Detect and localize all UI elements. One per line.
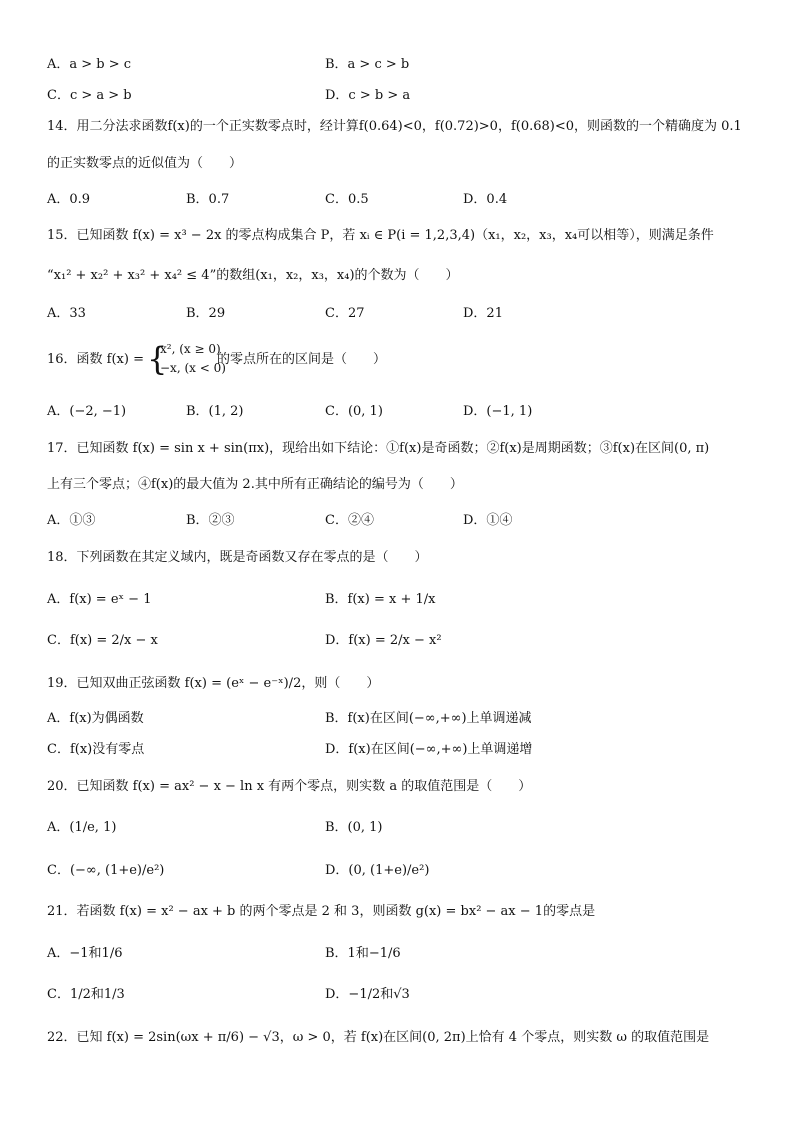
q16-stem-prefix: 16．函数 f(x) = [47, 352, 144, 367]
q16-case1: x², (x ≥ 0) [160, 342, 221, 356]
q21-stem: 21．若函数 f(x) = x² − ax + b 的两个零点是 2 和 3，则函数 g(x) = bx² − ax − 1的零点是 [47, 904, 596, 919]
q20-option-b: B．(0, 1) [325, 820, 383, 835]
q15-option-c: C．27 [325, 306, 365, 321]
q18-option-d: D．f(x) = 2/x − x² [325, 633, 442, 648]
q13-option-a: A．a > b > c [47, 57, 132, 72]
q14-option-a: A．0.9 [47, 192, 91, 207]
q18-option-c: C．f(x) = 2/x − x [47, 633, 158, 648]
q17-option-a: A．①③ [47, 513, 96, 528]
q19-option-c: C．f(x)没有零点 [47, 742, 145, 757]
q16-brace: { [147, 340, 168, 378]
q15-option-a: A．33 [47, 306, 86, 321]
q19-option-b: B．f(x)在区间(−∞,+∞)上单调递减 [325, 711, 532, 726]
q15-stem-line2: “x₁² + x₂² + x₃² + x₄² ≤ 4”的数组(x₁，x₂，x₃，x₄)的个数为（ ） [47, 268, 459, 283]
q13-option-b: B．a > c > b [325, 57, 410, 72]
q19-option-a: A．f(x)为偶函数 [47, 711, 144, 726]
q17-stem-line2: 上有三个零点；④f(x)的最大值为 2.其中所有正确结论的编号为（ ） [47, 477, 463, 492]
q22-stem: 22．已知 f(x) = 2sin(ωx + π/6) − √3，ω > 0，若 f(x)在区间(0, 2π)上恰有 4 个零点，则实数 ω 的取值范围是 [47, 1030, 710, 1045]
q16-option-b: B．(1, 2) [186, 404, 244, 419]
q16-option-a: A．(−2, −1) [47, 404, 127, 419]
q17-stem-line1: 17．已知函数 f(x) = sin x + sin(πx)，现给出如下结论：①f(x)是奇函数；②f(x)是周期函数；③f(x)在区间(0, π) [47, 441, 710, 456]
q15-stem-line1: 15．已知函数 f(x) = x³ − 2x 的零点构成集合 P，若 xᵢ ∈ P(i = 1,2,3,4)（x₁，x₂，x₃，x₄可以相等），则满足条件 [47, 228, 714, 243]
q16-stem-suffix: 的零点所在的区间是（ ） [217, 352, 387, 367]
q14-stem-line2: 的正实数零点的近似值为（ ） [47, 156, 243, 171]
q17-option-b: B．②③ [186, 513, 235, 528]
q14-option-d: D．0.4 [463, 192, 508, 207]
q18-stem: 18．下列函数在其定义域内，既是奇函数又存在零点的是（ ） [47, 550, 428, 565]
q15-option-d: D．21 [463, 306, 503, 321]
q14-stem-line1: 14．用二分法求函数f(x)的一个正实数零点时，经计算f(0.64)<0，f(0.72)>0，f(0.68)<0，则函数的一个精确度为 0.1 [47, 119, 742, 134]
q16-option-c: C．(0, 1) [325, 404, 383, 419]
q19-stem: 19．已知双曲正弦函数 f(x) = (eˣ − e⁻ˣ)/2，则（ ） [47, 676, 380, 691]
q17-option-c: C．②④ [325, 513, 374, 528]
q16-option-d: D．(−1, 1) [463, 404, 533, 419]
q17-option-d: D．①④ [463, 513, 513, 528]
q21-option-d: D．−1/2和√3 [325, 987, 410, 1002]
q20-option-a: A．(1/e, 1) [47, 820, 117, 835]
q20-option-c: C．(−∞, (1+e)/e²) [47, 863, 165, 878]
q19-option-d: D．f(x)在区间(−∞,+∞)上单调递增 [325, 742, 533, 757]
q18-option-a: A．f(x) = eˣ − 1 [47, 592, 152, 607]
q15-option-b: B．29 [186, 306, 226, 321]
q18-option-b: B．f(x) = x + 1/x [325, 592, 436, 607]
q20-option-d: D．(0, (1+e)/e²) [325, 863, 430, 878]
q13-option-d: D．c > b > a [325, 88, 411, 103]
q21-option-c: C．1/2和1/3 [47, 987, 125, 1002]
q16-case2: −x, (x < 0) [160, 361, 226, 375]
q13-option-c: C．c > a > b [47, 88, 132, 103]
q14-option-b: B．0.7 [186, 192, 230, 207]
q21-option-a: A．−1和1/6 [47, 946, 123, 961]
q20-stem: 20．已知函数 f(x) = ax² − x − ln x 有两个零点，则实数 a 的取值范围是（ ） [47, 779, 532, 794]
q14-option-c: C．0.5 [325, 192, 369, 207]
q21-option-b: B．1和−1/6 [325, 946, 401, 961]
